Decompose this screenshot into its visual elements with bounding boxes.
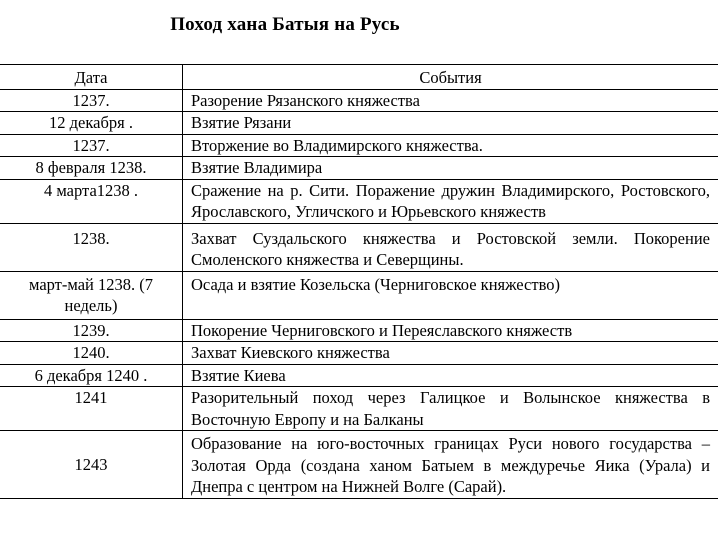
table-row [0,342,718,365]
row-date: 1238. [0,223,183,271]
row-event: Взятие Киева [183,364,719,387]
row-event: Вторжение во Владимирского княжества. [183,134,719,157]
row-date: 6 декабря 1240 . [0,364,183,387]
table-row [0,431,718,499]
table-row [0,319,718,342]
table-row [0,223,718,271]
row-date: 1237. [0,89,183,112]
page-title: Поход хана Батыя на Русь [170,14,400,35]
row-event: Разорение Рязанского княжества [183,89,719,112]
row-event: Разорительный поход через Галицкое и Волынское княжества в Восточную Европу и на Балканы [183,387,719,431]
table-row [0,387,718,431]
row-event: Захват Киевского княжества [183,342,719,365]
row-date: 1239. [0,319,183,342]
row-event: Покорение Черниговского и Переяславского княжеств [183,319,719,342]
table-row [0,157,718,180]
row-date: 8 февраля 1238. [0,157,183,180]
row-date: 1243 [0,431,183,499]
row-event: Осада и взятие Козельска (Черниговское княжество) [183,271,719,319]
row-event: Сражение на р. Сити. Поражение дружин Владимирского, Ростовского, Ярославского, Угличского и Юрьевского княжеств [183,179,719,223]
row-date: 4 марта1238 . [0,179,183,223]
row-event: Захват Суздальского княжества и Ростовской земли. Покорение Смоленского княжества и Северщины. [183,223,719,271]
table-row [0,112,718,135]
table-row [0,364,718,387]
events-table [0,64,718,499]
table-header-row [0,65,718,90]
table-row [0,134,718,157]
row-date: 1237. [0,134,183,157]
table-row [0,89,718,112]
row-event: Взятие Рязани [183,112,719,135]
table-row [0,179,718,223]
row-event: Образование на юго-восточных границах Руси нового государства – Золотая Орда (создана ханом Батыем в междуречье Яика (Урала) и Днепра с центром на Нижней Волге (Сарай). [183,431,719,499]
row-date: 1241 [0,387,183,431]
header-date: Дата [0,65,183,90]
row-date: 1240. [0,342,183,365]
row-event: Взятие Владимира [183,157,719,180]
header-event: События [183,65,719,90]
row-date: март-май 1238. (7 недель) [0,271,183,319]
table-row [0,271,718,319]
row-date: 12 декабря . [0,112,183,135]
